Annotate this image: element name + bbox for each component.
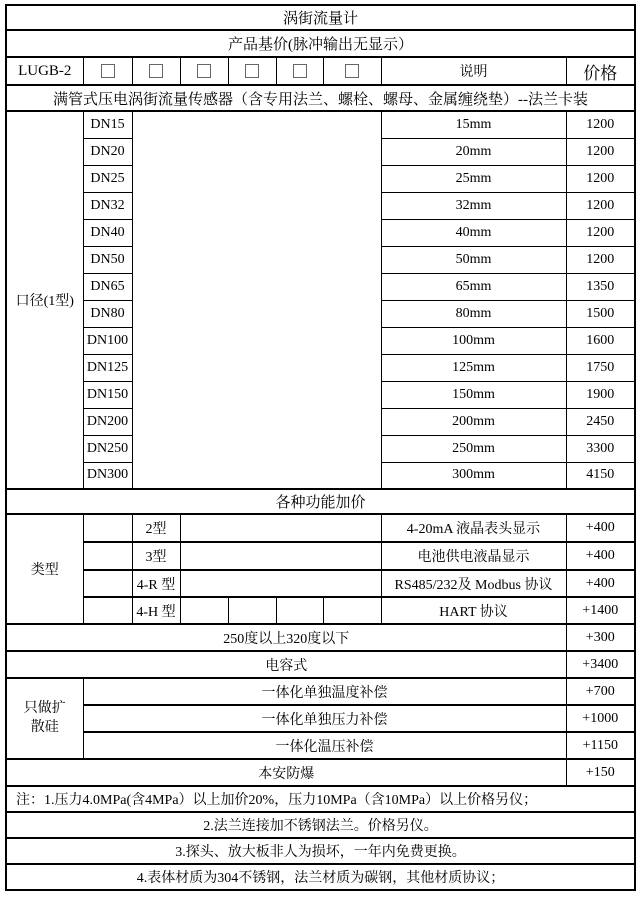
table-row [6, 597, 635, 624]
table-row [6, 570, 635, 597]
blank-cell [180, 542, 381, 570]
blank-cell [83, 542, 132, 570]
dn-desc: 250mm [381, 435, 566, 462]
table-row [6, 514, 635, 542]
type-price: +400 [566, 514, 635, 542]
dn-code: DN100 [83, 327, 132, 354]
dn-code: DN80 [83, 300, 132, 327]
type-desc: HART 协议 [381, 597, 566, 624]
silicon-section-label: 只做扩散硅 [6, 678, 83, 759]
dn-code: DN200 [83, 408, 132, 435]
dn-desc: 20mm [381, 138, 566, 165]
blank-cell [83, 597, 132, 624]
dn-code: DN150 [83, 381, 132, 408]
dn-code: DN250 [83, 435, 132, 462]
blank-cell [228, 597, 276, 624]
dn-code: DN15 [83, 111, 132, 138]
type-code: 4-H 型 [132, 597, 180, 624]
silicon-desc: 一体化温压补偿 [83, 732, 566, 759]
option-checkbox-3[interactable] [197, 64, 211, 78]
dn-desc: 32mm [381, 192, 566, 219]
type-desc: 4-20mA 液晶表头显示 [381, 514, 566, 542]
table-row [6, 678, 635, 705]
type-code: 3型 [132, 542, 180, 570]
silicon-desc: 一体化单独压力补偿 [83, 705, 566, 732]
type-price: +400 [566, 542, 635, 570]
dn-price: 1200 [566, 219, 635, 246]
page-title: 涡街流量计 [6, 5, 635, 30]
dn-code: DN65 [83, 273, 132, 300]
table-row [6, 542, 635, 570]
dn-price: 1200 [566, 192, 635, 219]
dn-desc: 200mm [381, 408, 566, 435]
type-desc: 电池供电液晶显示 [381, 542, 566, 570]
type-section-label: 类型 [6, 514, 83, 624]
option-checkbox-4[interactable] [245, 64, 259, 78]
silicon-desc: 一体化单独温度补偿 [83, 678, 566, 705]
dn-price: 1600 [566, 327, 635, 354]
dn-desc: 125mm [381, 354, 566, 381]
silicon-price: +1150 [566, 732, 635, 759]
dn-desc: 25mm [381, 165, 566, 192]
table-row [6, 624, 635, 651]
type-price: +400 [566, 570, 635, 597]
base-price-subtitle: 产品基价(脉冲输出无显示） [6, 30, 635, 57]
table-row [6, 651, 635, 678]
blank-cell [180, 597, 228, 624]
dn-desc: 100mm [381, 327, 566, 354]
explosionproof-price: +150 [566, 759, 635, 786]
dn-price: 3300 [566, 435, 635, 462]
dn-code: DN25 [83, 165, 132, 192]
blank-cell [83, 570, 132, 597]
blank-cell [276, 597, 323, 624]
type-desc: RS485/232及 Modbus 协议 [381, 570, 566, 597]
table-row [6, 759, 635, 786]
dn-desc: 50mm [381, 246, 566, 273]
blank-cell [180, 514, 381, 542]
desc-column-header: 说明 [381, 57, 566, 85]
diameter-section-label: 口径(1型) [6, 111, 83, 489]
dn-desc: 40mm [381, 219, 566, 246]
option-cell-5 [276, 57, 323, 85]
option-cell-6 [323, 57, 381, 85]
type-price: +1400 [566, 597, 635, 624]
addon-price: +300 [566, 624, 635, 651]
option-checkbox-6[interactable] [345, 64, 359, 78]
dn-code: DN300 [83, 462, 132, 489]
type-code: 4-R 型 [132, 570, 180, 597]
dn-code: DN40 [83, 219, 132, 246]
price-column-header: 价格 [566, 57, 635, 85]
note-1: 注：1.压力4.0MPa(含4MPa）以上加价20%，压力10MPa（含10MPa）以上价格另仪； [6, 786, 635, 812]
note-3: 3.探头、放大板非人为损坏，一年内免费更换。 [6, 838, 635, 864]
table-row [6, 732, 635, 759]
silicon-price: +700 [566, 678, 635, 705]
option-checkbox-5[interactable] [293, 64, 307, 78]
table-row [6, 705, 635, 732]
blank-cell [83, 514, 132, 542]
addon-desc: 电容式 [6, 651, 566, 678]
model-code: LUGB-2 [6, 57, 83, 85]
dn-code: DN125 [83, 354, 132, 381]
dn-price: 1900 [566, 381, 635, 408]
dn-desc: 15mm [381, 111, 566, 138]
diameter-blank-cell [132, 111, 381, 489]
dn-code: DN50 [83, 246, 132, 273]
option-cell-3 [180, 57, 228, 85]
dn-desc: 80mm [381, 300, 566, 327]
dn-price: 1200 [566, 165, 635, 192]
addon-desc: 250度以上320度以下 [6, 624, 566, 651]
option-checkbox-1[interactable] [101, 64, 115, 78]
type-code: 2型 [132, 514, 180, 542]
dn-price: 2450 [566, 408, 635, 435]
explosionproof-desc: 本安防爆 [6, 759, 566, 786]
dn-price: 1750 [566, 354, 635, 381]
note-2: 2.法兰连接加不锈钢法兰。价格另仪。 [6, 812, 635, 838]
dn-price: 1200 [566, 246, 635, 273]
price-table [5, 4, 636, 891]
dn-price: 1200 [566, 111, 635, 138]
option-checkbox-2[interactable] [149, 64, 163, 78]
option-cell-1 [83, 57, 132, 85]
dn-price: 1500 [566, 300, 635, 327]
silicon-price: +1000 [566, 705, 635, 732]
note-4: 4.表体材质为304不锈钢，法兰材质为碳钢，其他材质协议； [6, 864, 635, 890]
sensor-description-row: 满管式压电涡街流量传感器（含专用法兰、螺栓、螺母、金属缠绕垫）--法兰卡装 [6, 85, 635, 111]
dn-desc: 150mm [381, 381, 566, 408]
addons-section-header: 各种功能加价 [6, 489, 635, 514]
option-cell-2 [132, 57, 180, 85]
dn-price: 4150 [566, 462, 635, 489]
blank-cell [323, 597, 381, 624]
addon-price: +3400 [566, 651, 635, 678]
option-cell-4 [228, 57, 276, 85]
table-row [6, 111, 635, 138]
dn-code: DN20 [83, 138, 132, 165]
dn-price: 1350 [566, 273, 635, 300]
dn-price: 1200 [566, 138, 635, 165]
dn-code: DN32 [83, 192, 132, 219]
dn-desc: 300mm [381, 462, 566, 489]
dn-desc: 65mm [381, 273, 566, 300]
blank-cell [180, 570, 381, 597]
